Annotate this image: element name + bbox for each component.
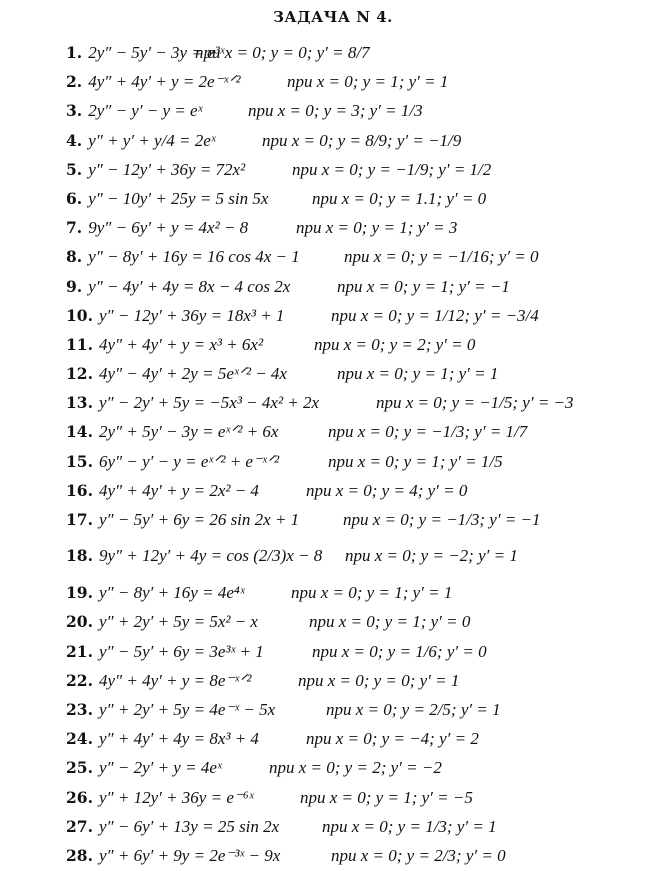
problem-number: 22. bbox=[66, 670, 93, 690]
problem-number: 3. bbox=[66, 101, 83, 121]
problem-equation: y″ − 12y′ + 36y = 72x² bbox=[88, 159, 246, 179]
problem-number: 1. bbox=[66, 43, 83, 62]
problem-initial-conditions: при x = 0; y = −1/16; y′ = 0 bbox=[344, 247, 539, 267]
problem-item bbox=[66, 505, 656, 534]
problem-item bbox=[66, 534, 656, 578]
problem-equation: 2y″ + 5y′ − 3y = eˣᐟ² + 6x bbox=[98, 422, 279, 442]
problem-initial-conditions: при x = 0; y = 1; y′ = 1 bbox=[337, 364, 499, 384]
problem-number: 28. bbox=[66, 845, 93, 865]
problem-initial-conditions: при x = 0; y = −1/3; y′ = −1 bbox=[343, 510, 541, 529]
problem-number: 14. bbox=[66, 422, 93, 442]
problem-equation: y″ − 6y′ + 13y = 25 sin 2x bbox=[98, 816, 280, 836]
problem-item bbox=[66, 578, 656, 607]
problem-item bbox=[66, 476, 656, 505]
problem-initial-conditions: при x = 0; y = 1/6; y′ = 0 bbox=[312, 641, 487, 661]
problem-initial-conditions: при x = 0; y = 1; y′ = 0 bbox=[309, 612, 471, 632]
problem-item bbox=[66, 724, 656, 753]
problem-initial-conditions: при x = 0; y = 2; y′ = 0 bbox=[314, 334, 476, 354]
problem-initial-conditions: при x = 0; y = −1/3; y′ = 1/7 bbox=[328, 422, 528, 442]
problem-number: 24. bbox=[66, 729, 93, 749]
problem-number: 19. bbox=[66, 583, 93, 603]
problem-item bbox=[66, 447, 656, 476]
problem-equation: y″ + 2y′ + 5y = 5x² − x bbox=[98, 612, 258, 632]
problem-equation: 2y″ − 5y′ − 3y = e³ˣ bbox=[88, 43, 225, 62]
problem-initial-conditions: при x = 0; y = 1; y′ = 1 bbox=[291, 583, 453, 603]
problem-initial-conditions: при x = 0; y = 2; y′ = −2 bbox=[269, 758, 442, 778]
problem-number: 8. bbox=[66, 247, 83, 267]
problem-initial-conditions: при x = 0; y = 8/9; y′ = −1/9 bbox=[262, 130, 462, 150]
problem-equation: 4y″ + 4y′ + y = 2e⁻ˣᐟ² bbox=[88, 72, 241, 92]
problem-equation: 4y″ + 4y′ + y = x³ + 6x² bbox=[98, 334, 264, 354]
problem-initial-conditions: при x = 0; y = 1/12; y′ = −3/4 bbox=[331, 305, 539, 325]
problem-equation: y″ + 4y′ + 4y = 8x³ + 4 bbox=[98, 729, 259, 749]
problem-item bbox=[66, 242, 656, 271]
problem-equation: y″ − 8y′ + 16y = 4e⁴ˣ bbox=[98, 583, 245, 603]
problem-item bbox=[66, 301, 656, 330]
problem-item bbox=[66, 637, 656, 666]
problem-number: 26. bbox=[66, 787, 93, 807]
problem-item bbox=[66, 96, 656, 125]
problem-initial-conditions: при x = 0; y = 1; y′ = 1 bbox=[287, 72, 449, 92]
problem-number: 13. bbox=[66, 393, 93, 413]
problem-equation: 9y″ + 12y′ + 4y = cos (2/3)x − 8 bbox=[98, 546, 323, 566]
problem-number: 5. bbox=[66, 159, 83, 179]
problem-item bbox=[66, 695, 656, 724]
problem-initial-conditions: при x = 0; y = 1; y′ = −1 bbox=[337, 276, 510, 296]
problem-number: 20. bbox=[66, 612, 93, 632]
problem-equation: y″ − 4y′ + 4y = 8x − 4 cos 2x bbox=[88, 276, 291, 296]
problem-item bbox=[66, 38, 656, 67]
problem-number: 4. bbox=[66, 130, 83, 150]
problem-initial-conditions: при x = 0; y = 0; y′ = 8/7 bbox=[195, 43, 370, 62]
problem-number: 7. bbox=[66, 218, 83, 238]
problem-equation: y″ − 8y′ + 16y = 16 cos 4x − 1 bbox=[88, 247, 300, 267]
problem-number: 6. bbox=[66, 188, 83, 208]
page-title: ЗАДАЧА N 4. bbox=[273, 8, 393, 26]
problem-list bbox=[66, 38, 656, 870]
problem-equation: 2y″ − y′ − y = eˣ bbox=[88, 101, 203, 121]
problem-number: 18. bbox=[66, 546, 93, 566]
problem-equation: 4y″ + 4y′ + y = 2x² − 4 bbox=[98, 480, 259, 500]
problem-equation: 9y″ − 6y′ + y = 4x² − 8 bbox=[88, 218, 249, 238]
problem-equation: 4y″ − 4y′ + 2y = 5eˣᐟ² − 4x bbox=[98, 364, 287, 384]
problem-number: 10. bbox=[66, 305, 93, 325]
problem-number: 16. bbox=[66, 480, 93, 500]
problem-item bbox=[66, 213, 656, 242]
problem-number: 23. bbox=[66, 699, 93, 719]
problem-initial-conditions: при x = 0; y = 2/5; y′ = 1 bbox=[326, 699, 501, 719]
problem-initial-conditions: при x = 0; y = 1; y′ = 1/5 bbox=[328, 451, 503, 471]
problem-equation: y″ + 2y′ + 5y = 4e⁻ˣ − 5x bbox=[98, 699, 276, 719]
problem-number: 27. bbox=[66, 816, 93, 836]
problem-item bbox=[66, 184, 656, 213]
problem-initial-conditions: при x = 0; y = 1; y′ = −5 bbox=[300, 787, 473, 807]
problem-item bbox=[66, 359, 656, 388]
problem-item bbox=[66, 67, 656, 96]
problem-number: 15. bbox=[66, 451, 93, 471]
problem-number: 12. bbox=[66, 364, 93, 384]
problem-equation: y″ − 5y′ + 6y = 3e³ˣ + 1 bbox=[98, 641, 264, 661]
problem-item bbox=[66, 607, 656, 636]
problem-item bbox=[66, 753, 656, 782]
problem-number: 21. bbox=[66, 641, 93, 661]
problem-item bbox=[66, 666, 656, 695]
problem-number: 9. bbox=[66, 276, 83, 296]
problem-initial-conditions: при x = 0; y = 1.1; y′ = 0 bbox=[312, 188, 487, 208]
problem-equation: y″ − 2y′ + y = 4eˣ bbox=[98, 758, 222, 778]
problem-item bbox=[66, 155, 656, 184]
problem-initial-conditions: при x = 0; y = 0; y′ = 1 bbox=[298, 670, 460, 690]
problem-equation: y″ − 12y′ + 36y = 18x³ + 1 bbox=[98, 305, 285, 325]
problem-initial-conditions: при x = 0; y = −4; y′ = 2 bbox=[306, 729, 479, 749]
problem-number: 11. bbox=[66, 334, 93, 354]
problem-initial-conditions: при x = 0; y = −2; y′ = 1 bbox=[345, 546, 518, 566]
problem-equation: y″ − 10y′ + 25y = 5 sin 5x bbox=[88, 188, 269, 208]
problem-item bbox=[66, 783, 656, 812]
problem-number: 2. bbox=[66, 72, 83, 92]
problem-number: 25. bbox=[66, 758, 93, 778]
problem-equation: y″ − 5y′ + 6y = 26 sin 2x + 1 bbox=[98, 510, 300, 529]
problem-item bbox=[66, 330, 656, 359]
problem-equation: y″ + 12y′ + 36y = e⁻⁶ˣ bbox=[98, 787, 254, 807]
problem-item bbox=[66, 388, 656, 417]
problem-initial-conditions: при x = 0; y = 3; y′ = 1/3 bbox=[248, 101, 423, 121]
problem-equation: y″ − 2y′ + 5y = −5x³ − 4x² + 2x bbox=[98, 393, 320, 413]
problem-equation: 4y″ + 4y′ + y = 8e⁻ˣᐟ² bbox=[98, 670, 252, 690]
problem-equation: y″ + 6y′ + 9y = 2e⁻³ˣ − 9x bbox=[98, 845, 281, 865]
problem-item bbox=[66, 126, 656, 155]
problem-initial-conditions: при x = 0; y = 4; y′ = 0 bbox=[306, 480, 468, 500]
problem-item bbox=[66, 812, 656, 841]
problem-equation: 6y″ − y′ − y = eˣᐟ² + e⁻ˣᐟ² bbox=[98, 451, 280, 471]
problem-initial-conditions: при x = 0; y = −1/9; y′ = 1/2 bbox=[292, 159, 492, 179]
problem-number: 17. bbox=[66, 510, 93, 529]
problem-equation: y″ + y′ + y/4 = 2eˣ bbox=[88, 130, 216, 150]
problem-initial-conditions: при x = 0; y = 2/3; y′ = 0 bbox=[331, 845, 506, 865]
problem-initial-conditions: при x = 0; y = −1/5; y′ = −3 bbox=[376, 393, 574, 413]
problem-item bbox=[66, 272, 656, 301]
problem-item bbox=[66, 417, 656, 446]
problem-initial-conditions: при x = 0; y = 1; y′ = 3 bbox=[296, 218, 458, 238]
problem-initial-conditions: при x = 0; y = 1/3; y′ = 1 bbox=[322, 816, 497, 836]
